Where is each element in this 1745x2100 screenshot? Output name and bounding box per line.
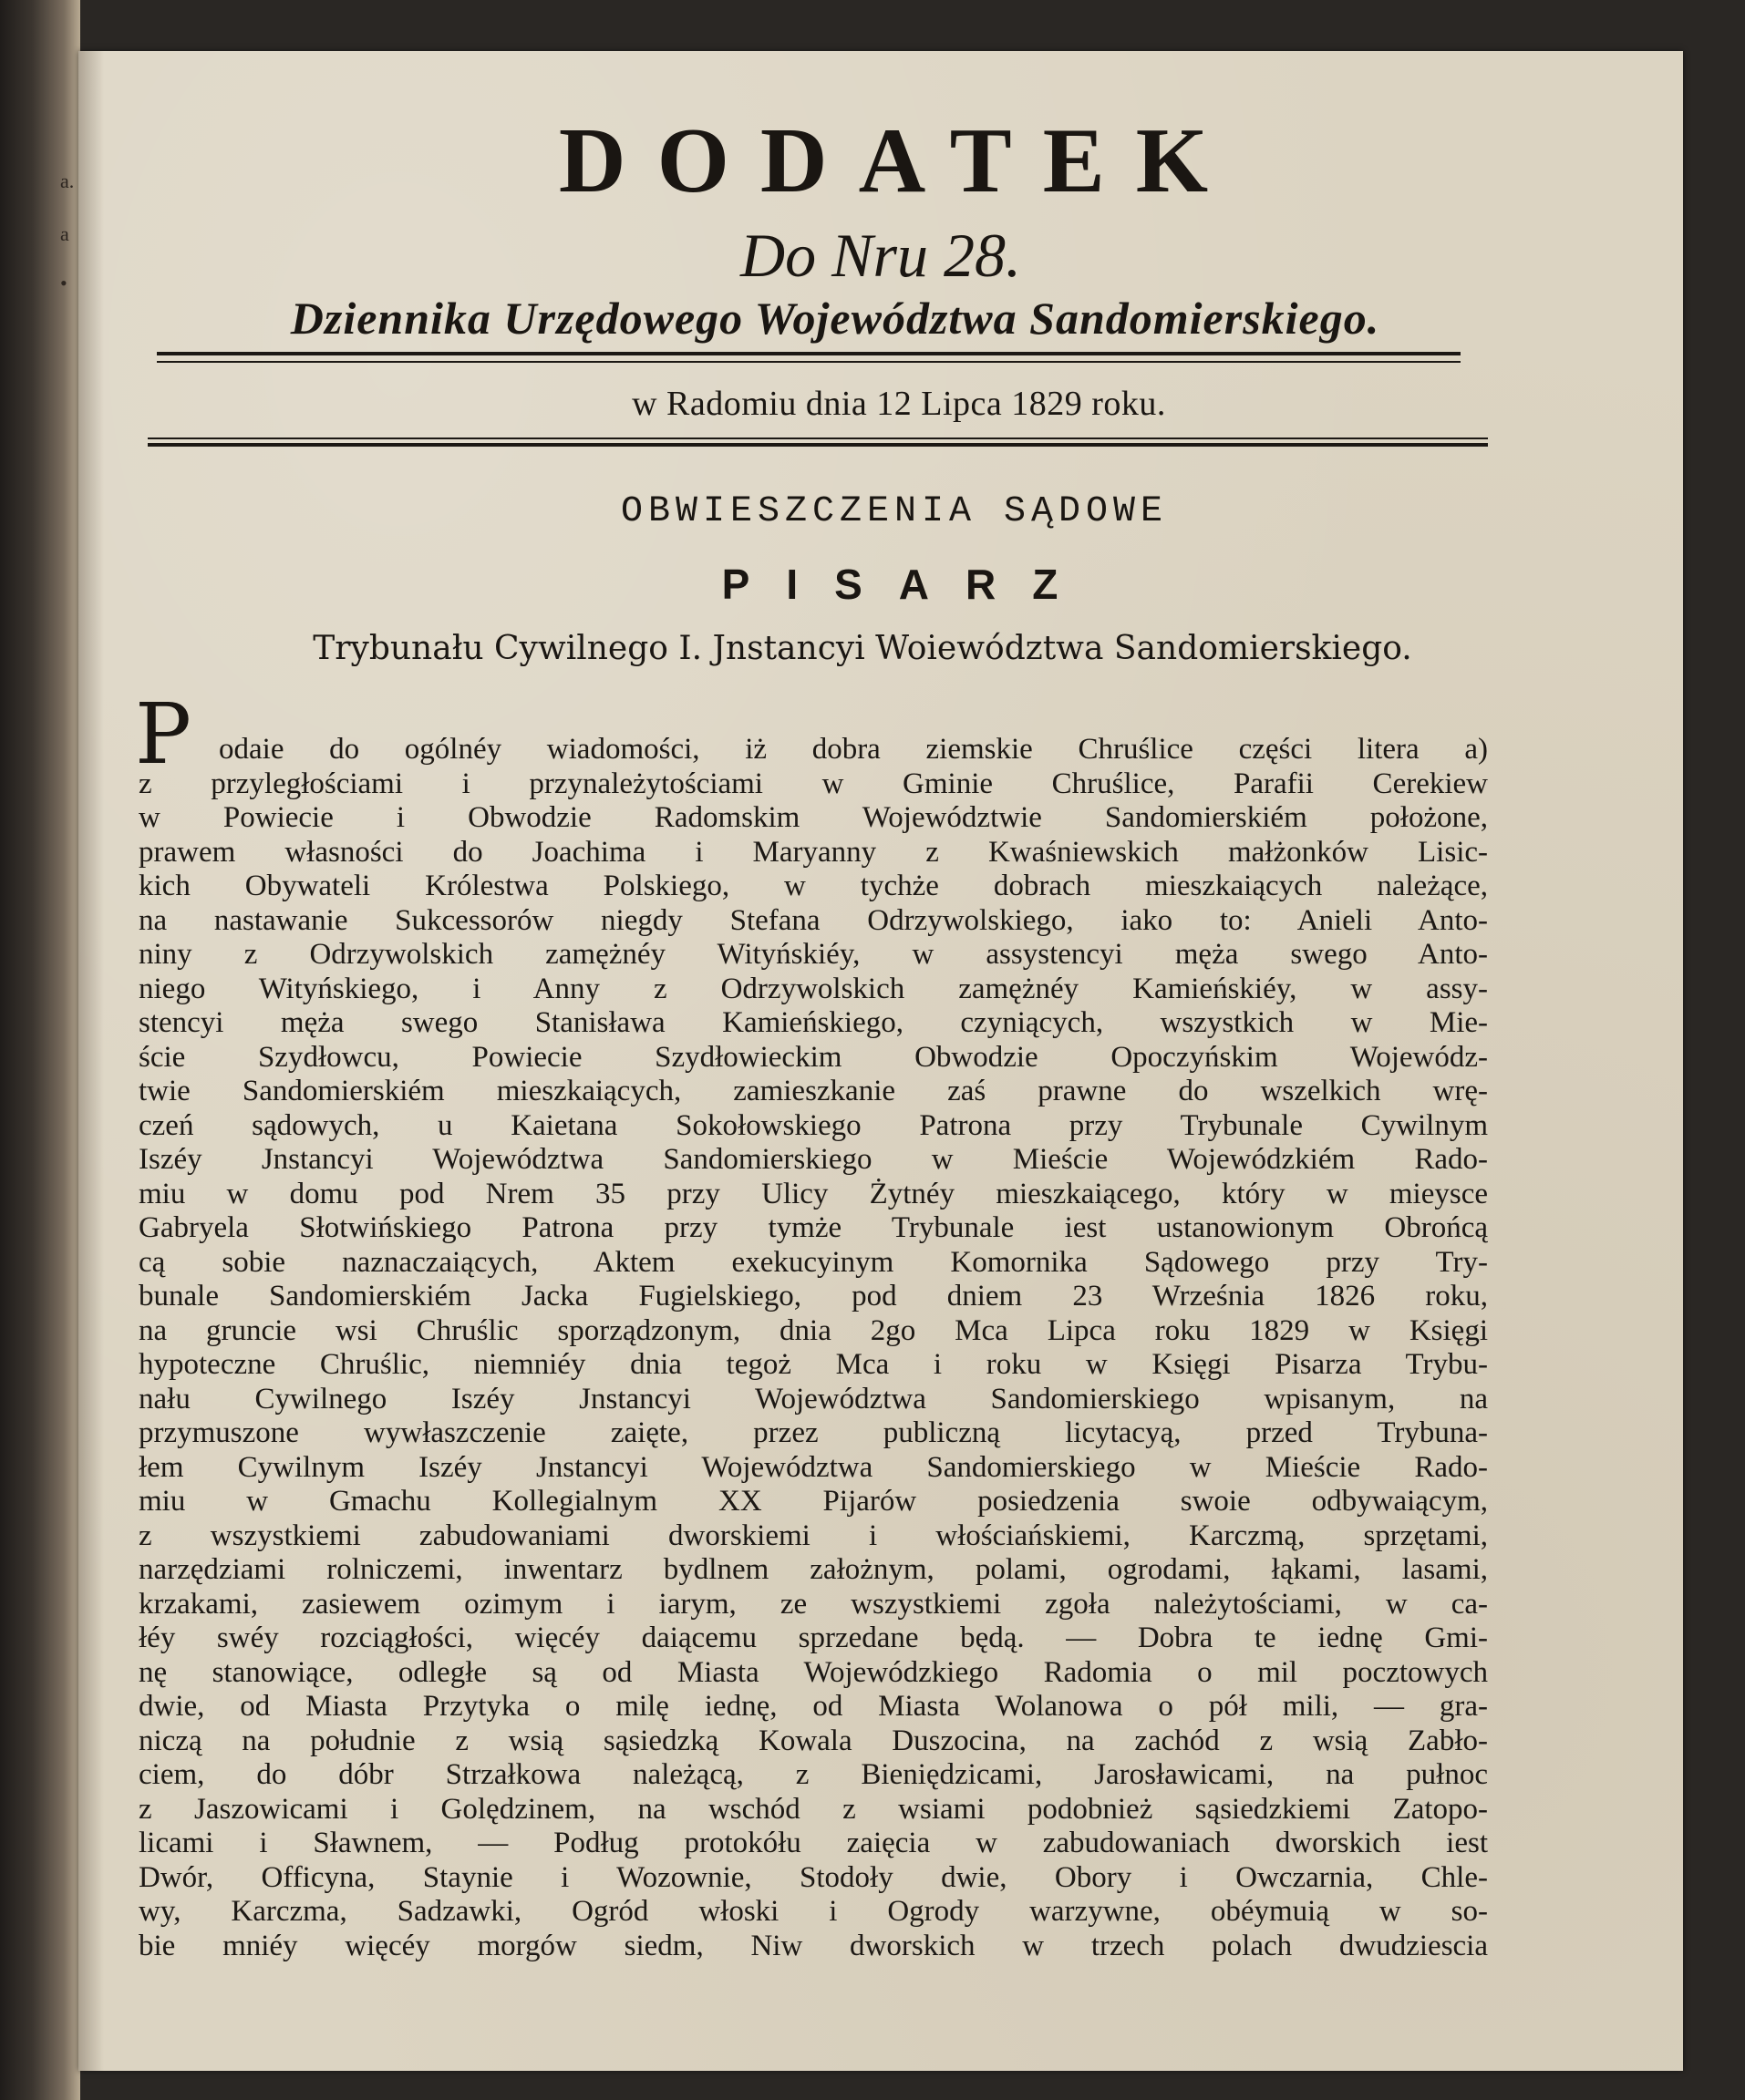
supplement-title: DODATEK — [558, 109, 1240, 212]
notice-line: nę stanowiące, odległe są od Miasta Wojewódzkiego Radomia o mil pocztowych — [139, 1655, 1488, 1689]
notice-line: niny z Odrzywolskich zamężnéy Wityńskiéy, w assystencyi męża swego Anto- — [139, 938, 1488, 971]
notice-line: na gruncie wsi Chruślic sporządzonym, dnia 2go Mca Lipca roku 1829 w Księgi — [139, 1313, 1488, 1347]
dateline-rule-thin — [148, 438, 1488, 439]
notice-line: bunale Sandomierskiém Jacka Fugielskiego, pod dniem 23 Września 1826 roku, — [139, 1280, 1488, 1312]
notice-line: na nastawanie Sukcessorów niegdy Stefana Odrzywolskiego, iako to: Anieli Anto- — [139, 903, 1488, 937]
notice-line: kich Obywateli Królestwa Polskiego, w tychże dobrach mieszkaiących należące, — [139, 870, 1488, 902]
edge-mark: • — [60, 272, 67, 294]
notice-line: w Powiecie i Obwodzie Radomskim Województwie Sandomierskiém położone, — [139, 801, 1488, 834]
notice-line: miu w domu pod Nrem 35 przy Ulicy Żytnéy mieszkaiącego, który w mieysce — [139, 1177, 1488, 1210]
notice-line: ciem, do dóbr Strzałkowa należącą, z Bieniędzicami, Jarosławicami, na pułnoc — [139, 1758, 1488, 1791]
notice-line: czeń sądowych, u Kaietana Sokołowskiego Patrona przy Trybunale Cywilnym — [139, 1108, 1488, 1142]
notice-line: nału Cywilnego Iszéy Jnstancyi Województwa Sandomierskiego wpisanym, na — [139, 1382, 1488, 1415]
edge-mark: a — [60, 222, 69, 245]
court-name: Trybunału Cywilnego I. Jnstancyi Woiewództwa Sandomierskiego. — [313, 630, 1412, 667]
notice-line: odaie do ogólnéy wiadomości, iż dobra ziemskie Chruślice części litera a) — [219, 733, 1488, 766]
dateline: w Radomiu dnia 12 Lipca 1829 roku. — [632, 385, 1166, 423]
notice-line: Gabryela Słotwińskiego Patrona przy tymże Trybunale iest ustanowionym Obrońcą — [139, 1211, 1488, 1244]
notice-line: niczą na południe z wsią sąsiedzką Kowala Duszocina, na zachód z wsią Zabło- — [139, 1724, 1488, 1757]
drop-cap: P — [135, 685, 191, 783]
notice-line: dwie, od Miasta Przytyka o milę iednę, od Miasta Wolanowa o pół mili, — gra- — [139, 1690, 1488, 1723]
notice-line: twie Sandomierskiém mieszkaiących, zamieszkanie zaś prawne do wszelkich wrę- — [139, 1075, 1488, 1107]
notice-line: hypoteczne Chruślic, niemniéy dnia tegoż Mca i roku w Księgi Pisarza Trybu- — [139, 1348, 1488, 1381]
notice-line: łéy swéy rozciągłości, więcéy daiącemu sprzedane będą. — Dobra te iednę Gmi- — [139, 1621, 1488, 1654]
notice-line: licami i Sławnem, — Podług protokółu zaięcia w zabudowaniach dworskich iest — [139, 1827, 1488, 1859]
notice-line: Dwór, Officyna, Staynie i Wozownie, Stodoły dwie, Obory i Owczarnia, Chle- — [139, 1860, 1488, 1894]
notice-line: prawem własności do Joachima i Maryanny z Kwaśniewskich małżonków Lisic- — [139, 835, 1488, 869]
notice-line: narzędziami rolniczemi, inwentarz bydlnem założnym, polami, ogrodami, łąkami, lasami, — [139, 1553, 1488, 1586]
notice-line: niego Wityńskiego, i Anny z Odrzywolskich zamężnéy Kamieńskiéy, w assy- — [139, 972, 1488, 1005]
notice-line: stencyi męża swego Stanisława Kamieńskiego, czyniących, wszystkich w Mie- — [139, 1006, 1488, 1039]
edge-mark: a. — [60, 170, 75, 192]
notice-line: wy, Karczma, Sadzawki, Ogród włoski i Ogrody warzywne, obéymuią w so- — [139, 1895, 1488, 1928]
document-page — [78, 51, 1683, 2071]
header-rule-thick — [157, 352, 1461, 355]
section-heading: OBWIESZCZENIA SĄDOWE — [620, 491, 1169, 532]
page-shadow — [78, 51, 104, 2071]
notice-line: przymuszone wywłaszczenie zaięte, przez publiczną licytacyą, przed Trybuna- — [139, 1416, 1488, 1449]
dateline-rule-thick — [148, 443, 1488, 447]
issue-number: Do Nru 28. — [740, 221, 1021, 290]
official-title: PISARZ — [721, 561, 1095, 608]
notice-line: bie mniéy więcéy morgów siedm, Niw dworskich w trzech polach dwudziescia — [139, 1929, 1488, 1962]
notice-line: z przyległościami i przynależytościami w Gminie Chruślice, Parafii Cerekiew — [139, 767, 1488, 800]
notice-line: z wszystkiemi zabudowaniami dworskiemi i włościańskiemi, Karczmą, sprzętami, — [139, 1518, 1488, 1552]
binding-edge — [0, 0, 80, 2100]
notice-line: krzakami, zasiewem ozimym i iarym, ze wszystkiemi zgoła należytościami, w ca- — [139, 1587, 1488, 1621]
notice-line: Iszéy Jnstancyi Województwa Sandomierskiego w Mieście Wojewódzkiém Rado- — [139, 1143, 1488, 1176]
header-rule-thin — [157, 361, 1461, 363]
notice-body — [139, 733, 1488, 1963]
notice-line: łem Cywilnym Iszéy Jnstancyi Województwa Sandomierskiego w Mieście Rado- — [139, 1450, 1488, 1484]
notice-line: cą sobie naznaczaiących, Aktem exekucyinym Komornika Sądowego przy Try- — [139, 1245, 1488, 1279]
notice-line: miu w Gmachu Kollegialnym XX Pijarów posiedzenia swoie odbywaiącym, — [139, 1485, 1488, 1518]
journal-name: Dziennika Urzędowego Województwa Sandomierskiego. — [290, 293, 1380, 344]
notice-line: z Jaszowicami i Golędzinem, na wschód z wsiami podobnież sąsiedzkiemi Zatopo- — [139, 1792, 1488, 1826]
notice-line: ście Szydłowcu, Powiecie Szydłowieckim Obwodzie Opoczyńskim Wojewódz- — [139, 1040, 1488, 1074]
